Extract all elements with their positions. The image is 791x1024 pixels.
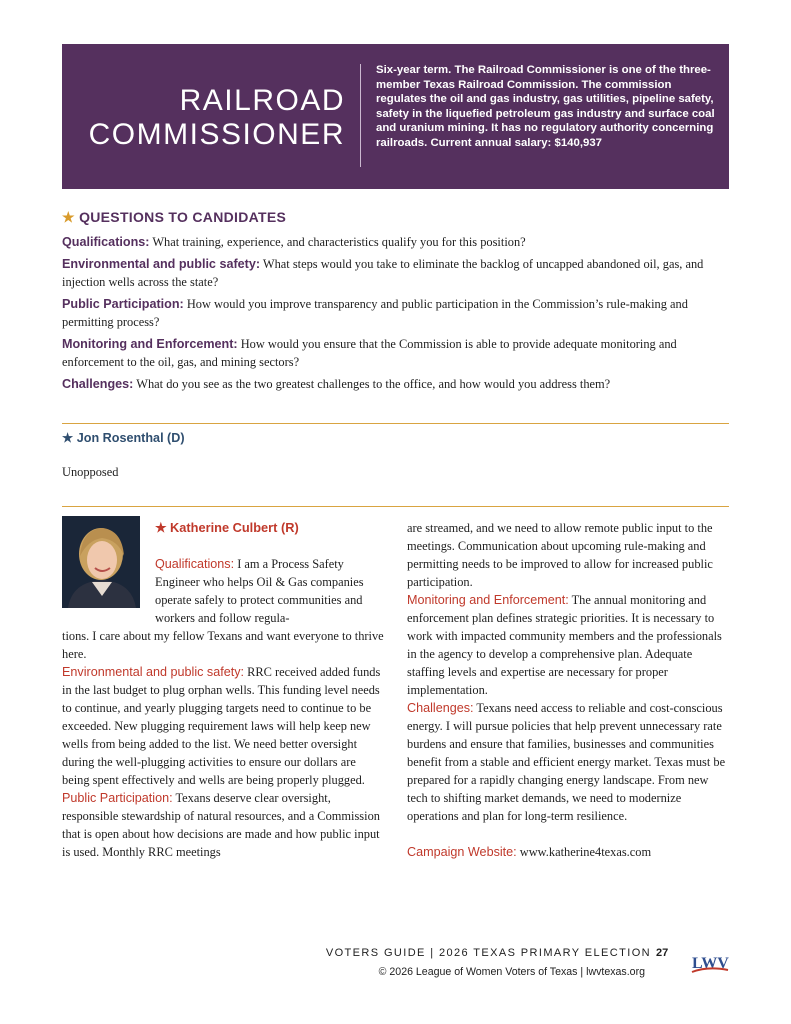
answer-qualifications — [155, 555, 385, 627]
answer-text: Texans deserve clear oversight, responsible stewardship of natural resources, and a Commission that is open about how decisions are made and how public input is used. Monthly RRC meetings — [62, 791, 380, 859]
question-text: What steps would you take to eliminate the backlog of uncapped abandoned oil, gas, and injection wells across the state? — [62, 257, 704, 289]
campaign-website — [407, 843, 729, 861]
candidate-name-rosenthal — [62, 430, 185, 445]
star-icon: ★ — [155, 520, 167, 535]
footer-guide-title: VOTERS GUIDE | 2026 TEXAS PRIMARY ELECTION — [325, 947, 651, 959]
campaign-website-link[interactable]: www.katherine4texas.com — [516, 845, 652, 859]
question-monitoring — [62, 335, 732, 371]
answer-monitoring — [407, 591, 729, 699]
question-text: How would you ensure that the Commission is able to provide adequate monitoring and enforcement to the oil, gas, and mining sectors? — [62, 337, 677, 369]
answer-label: Qualifications: — [155, 557, 235, 571]
questions-heading — [62, 209, 286, 226]
title-line-1: RAILROAD — [179, 84, 345, 117]
answer-label: Public Participation: — [62, 791, 173, 805]
candidate-name-text: Jon Rosenthal (D) — [76, 431, 185, 445]
footer-copyright: © 2026 League of Women Voters of Texas | lwvtexas.org — [378, 966, 645, 978]
section-divider — [62, 506, 729, 507]
section-divider — [62, 423, 729, 424]
question-text: What training, experience, and characteristics qualify you for this position? — [149, 235, 526, 249]
question-label: Environmental and public safety: — [62, 257, 261, 271]
answer-text: RRC received added funds in the last budget to plug orphan wells. This funding level needs to continue, and yearly plugging targets need to continue to be exceeded. New plugging requirement laws will help keep new wells from being added to the list. We need better oversight during the well-plugging activities to ensure our dollars are being spent effectively and wells are being properly plugged. — [62, 665, 381, 787]
question-text: What do you see as the two greatest challenges to the office, and how would you address them? — [133, 377, 611, 391]
answer-label: Monitoring and Enforcement: — [407, 593, 569, 607]
answer-label: Campaign Website: — [407, 845, 517, 859]
answer-public-participation — [62, 789, 384, 861]
star-icon: ★ — [62, 209, 75, 225]
candidate-name-culbert — [155, 520, 299, 536]
questions-heading-text: QUESTIONS TO CANDIDATES — [79, 209, 287, 225]
candidate-photo — [62, 516, 140, 608]
page-title — [89, 84, 345, 152]
header-divider — [360, 64, 361, 167]
answer-text: I am a Process Safety Engineer who helps Oil & Gas companies operate safely to protect communities and workers and follow regula- — [155, 557, 364, 625]
answers-right-column — [407, 519, 729, 861]
questions-list — [62, 233, 732, 397]
answer-text: Texans need access to reliable and cost-conscious energy. I will pursue policies that help prevent unnecessary rate burdens and ensure that families, businesses and communities benefit from a stable and efficient energy market. Texas must be prepared for a rapidly changing energy landscape. From new tech to shifting market demands, we need to modernize operations and plan for long-term resilience. — [407, 701, 726, 823]
question-public-participation — [62, 295, 732, 331]
answers-left-column — [62, 627, 384, 861]
answer-text: tions. I care about my fellow Texans and want everyone to thrive here. — [62, 629, 384, 661]
question-challenges — [62, 375, 732, 393]
answer-label: Challenges: — [407, 701, 474, 715]
answer-text: are streamed, and we need to allow remote public input to the meetings. Communication about upcoming rule-making and permitting needs to be improved to allow for increased public participation. — [407, 521, 713, 589]
title-line-2: COMMISSIONER — [88, 118, 345, 151]
lwv-logo — [690, 951, 730, 977]
header-banner — [62, 44, 729, 189]
question-label: Monitoring and Enforcement: — [62, 337, 238, 351]
answer-label: Environmental and public safety: — [62, 665, 245, 679]
star-icon: ★ — [62, 431, 74, 445]
answer-challenges — [407, 699, 729, 825]
answer-environment — [62, 663, 384, 789]
question-label: Public Participation: — [62, 297, 184, 311]
logo-text: LWV — [692, 955, 729, 972]
office-description: Six-year term. The Railroad Commissioner is one of the three-member Texas Railroad Commission. The commission regulates the oil and gas industry, gas utilities, pipeline safety, safety in the liquefied petroleum gas industry and surface coal and uranium mining. It has no regulatory authority concerning railroads. Current annual salary: $140,937 — [376, 64, 715, 149]
question-environment — [62, 255, 732, 291]
question-qualifications — [62, 233, 732, 251]
question-text: How would you improve transparency and public participation in the Commission’s rule-making and permitting process? — [62, 297, 688, 329]
answer-text: The annual monitoring and enforcement plan defines strategic priorities. It is necessary to work with impacted community members and the professionals in the agency to develop a comprehensive plan. Adequate staffing levels and expertise are necessary for proper implementation. — [407, 593, 722, 697]
candidate-name-text: Katherine Culbert (R) — [170, 520, 299, 535]
candidate-status: Unopposed — [62, 465, 119, 479]
question-label: Qualifications: — [62, 235, 150, 249]
page-number: 27 — [656, 947, 669, 959]
question-label: Challenges: — [62, 377, 134, 391]
